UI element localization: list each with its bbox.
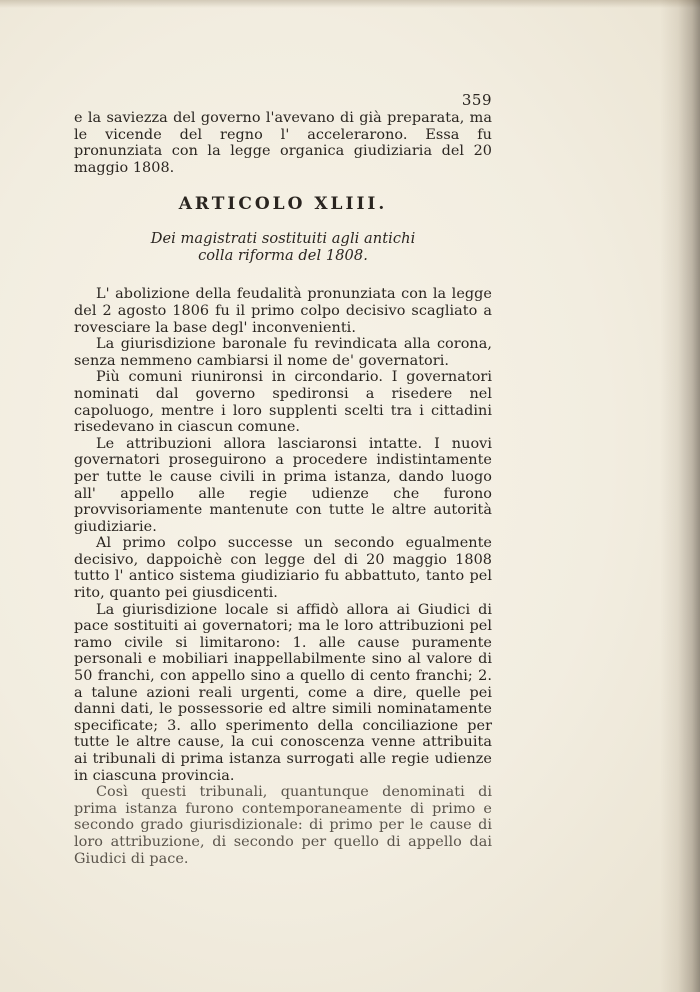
paragraph-tribunali: Così questi tribunali, quantunque denominati di prima istanza furono contemporaneamente di primo e secondo grado giurisdizionale: di primo per le cause di loro attribuzione, di secondo per quello di appello dai Giudici di pace. bbox=[74, 784, 492, 867]
paragraph-circondario: Più comuni riunironsi in circondario. I governatori nominati dal governo spedironsi a risedere nel capoluogo, mentre i loro supplenti scelti tra i cittadini risedevano in ciascun comune. bbox=[74, 369, 492, 436]
article-heading: ARTICOLO XLIII. bbox=[178, 194, 388, 215]
page-top-edge bbox=[0, 0, 700, 8]
page-number: 359 bbox=[461, 91, 492, 109]
paragraph-attribuzioni: Le attribuzioni allora lasciaronsi intatte. I nuovi governatori proseguirono a procedere indistintamente per tutte le cause civili in prima istanza, dando luogo all' appello alle regie udienze che furono provvisoriamente mantenute con tutte le altre autorità giudiziarie. bbox=[74, 435, 492, 535]
article-subtitle bbox=[74, 230, 492, 264]
opening-paragraph: e la saviezza del governo l'avevano di già preparata, ma le vicende del regno l' accelerarono. Essa fu pronunziata con la legge organica giudiziaria del 20 maggio 1808. bbox=[74, 110, 492, 176]
paragraph-abolizione: L' abolizione della feudalità pronunziata con la legge del 2 agosto 1806 fu il primo colpo decisivo scagliato a rovesciare la base degl' inconvenienti. bbox=[74, 286, 492, 336]
body-text bbox=[74, 110, 492, 867]
subtitle-line-1: Dei magistrati sostituiti agli antichi bbox=[150, 230, 416, 248]
page-content bbox=[74, 92, 492, 867]
subtitle-line-2: colla riforma del 1808. bbox=[198, 247, 368, 265]
paragraph-giurisdizione-baronale: La giurisdizione baronale fu revindicata alla corona, senza nemmeno cambiarsi il nome de' governatori. bbox=[74, 336, 492, 369]
paragraph-giudici-di-pace: La giurisdizione locale si affidò allora ai Giudici di pace sostituiti ai governatori; ma le loro attribuzioni pel ramo civile si limitarono: 1. alle cause puramente personali e mobiliari inappellabilmente sino al valore di 50 franchi, con appello sino a quello di cento franchi; 2. a talune azioni reali urgenti, come a dire, quelle pei danni dati, le possessorie ed altre simili nominatamente specificate; 3. allo sperimento della conciliazione per tutte le altre cause, la cui conoscenza venne attribuita ai tribunali di prima istanza surrogati alle regie udienze in ciascuna provincia. bbox=[74, 601, 492, 784]
binding-shadow bbox=[660, 0, 700, 992]
paragraph-secondo-colpo: Al primo colpo successe un secondo egualmente decisivo, dappoichè con legge del di 20 maggio 1808 tutto l' antico sistema giudiziario fu abbattuto, tanto pel rito, quanto pei giusdicenti. bbox=[74, 535, 492, 602]
